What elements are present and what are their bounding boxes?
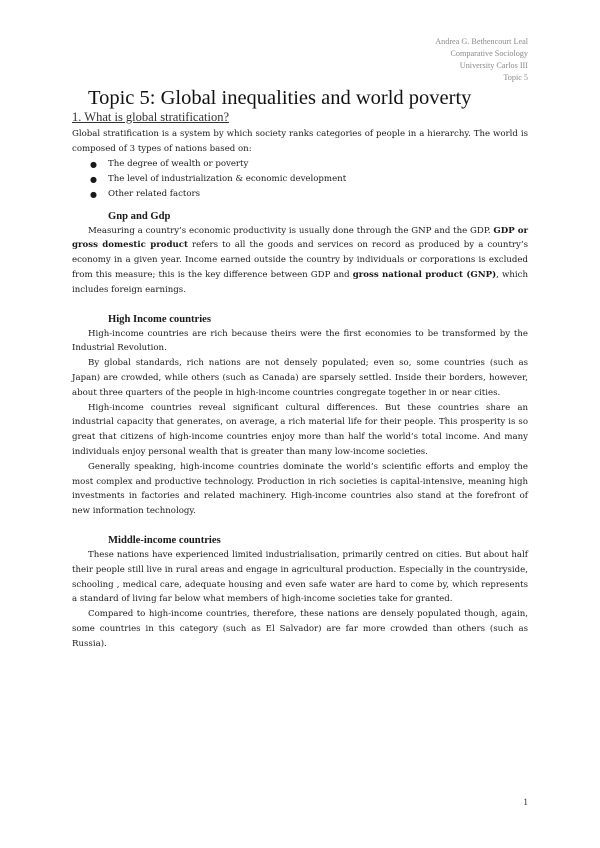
bullet-item bbox=[90, 172, 528, 187]
section-title-high-income: High Income countries bbox=[108, 313, 211, 325]
bullet-icon: ● bbox=[90, 159, 97, 169]
header-course: Comparative Sociology bbox=[450, 49, 528, 58]
bullet-item bbox=[90, 187, 528, 202]
high-income-paragraph: High-income countries reveal significant cultural differences. But these countries share an industrial capacity that generates, on average, a rich material life for their people. This prosperity is so great that citizens of high-income countries enjoy more than half the world’s total income. And many individuals enjoy personal wealth that is greater than many low-income societies. bbox=[72, 402, 528, 457]
gnp-paragraph bbox=[72, 224, 528, 298]
bullet-list bbox=[72, 157, 528, 202]
bullet-text: The degree of wealth or poverty bbox=[108, 158, 249, 169]
page-header bbox=[435, 36, 528, 84]
gnp-text-b: refers to all the goods and services on record as produced by a country’s economy in a given year. Income earned outside the country by individuals or corporations is excluded from this measure; this is the key difference between GDP and bbox=[72, 240, 529, 280]
gnp-bold-gnp: gross national product (GNP) bbox=[352, 269, 497, 280]
document-body bbox=[72, 86, 528, 652]
high-income-paragraph: Generally speaking, high-income countries dominate the world’s scientific efforts and employ the most complex and productive technology. Production in rich societies is capital-intensive, meaning high investments in factories and related machinery. High-income countries also stand at the forefront of new information technology. bbox=[72, 461, 528, 517]
gnp-text-a: Measuring a country’s economic productivity is usually done through the GNP and the GDP. bbox=[88, 225, 494, 236]
section-title-middle-income: Middle-income countries bbox=[108, 534, 221, 546]
gnp-text-c: , which includes foreign earnings. bbox=[72, 269, 528, 295]
bullet-text: Other related factors bbox=[108, 188, 201, 199]
bullet-icon: ● bbox=[90, 189, 97, 199]
middle-income-paragraph: These nations have experienced limited industrialisation, primarily centred on cities. But about half their people still live in rural areas and engage in agricultural production. Especially in the countryside, schooling , medical care, adequate housing and even safe water are hard to come by, which represents a standard of living far below what members of high-income societies take for granted. bbox=[72, 549, 528, 605]
high-income-paragraph: High-income countries are rich because theirs were the first economies to be transformed by the Industrial Revolution. bbox=[72, 328, 528, 354]
bullet-item bbox=[90, 157, 528, 172]
bullet-icon: ● bbox=[90, 174, 97, 184]
middle-income-paragraph: Compared to high-income countries, therefore, these nations are densely populated though, again, some countries in this category (such as El Salvador) are far more crowded than others (such as Russia). bbox=[72, 609, 528, 649]
header-topic: Topic 5 bbox=[503, 73, 528, 82]
bullet-text: The level of industrialization & economic development bbox=[108, 173, 347, 184]
high-income-paragraph: By global standards, rich nations are not densely populated; even so, some countries (such as Japan) are crowded, while others (such as Canada) are sparsely settled. Inside their borders, however, about three quarters of the people in high-income countries congregate together in or near cities. bbox=[72, 358, 528, 398]
header-university: University Carlos III bbox=[459, 61, 528, 70]
section-subheading: 1. What is global stratification? bbox=[72, 110, 230, 124]
section-title-gnp: Gnp and Gdp bbox=[108, 210, 171, 222]
intro-paragraph: Global stratification is a system by which society ranks categories of people in a hierarchy. The world is composed of 3 types of nations based on: bbox=[72, 129, 528, 154]
header-author: Andrea G. Bethencourt Leal bbox=[435, 37, 528, 46]
document-title: Topic 5: Global inequalities and world poverty bbox=[88, 87, 472, 109]
page-number: 1 bbox=[523, 798, 528, 808]
gnp-bold-gdp: GDP or gross domestic product bbox=[72, 225, 528, 251]
